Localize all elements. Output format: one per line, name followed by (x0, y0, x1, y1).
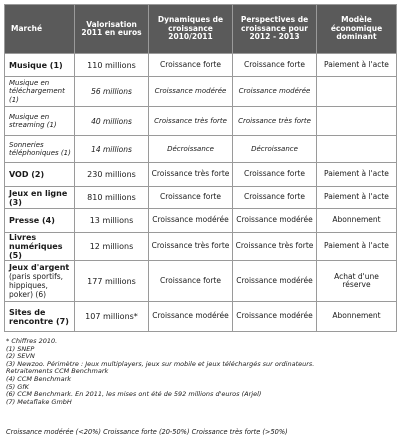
outlook-cell: Croissance très forte (233, 107, 317, 136)
model-cell: Abonnement (317, 209, 397, 233)
model-cell: Paiement à l'acte (317, 233, 397, 261)
footnote: (2) SEVN (6, 352, 35, 361)
growth-legend: Croissance modérée (<20%) Croissance forte (20-50%) Croissance très forte (>50%) (6, 428, 288, 436)
model-cell: Abonnement (317, 302, 397, 332)
outlook-cell: Croissance modérée (233, 209, 317, 233)
model-cell (317, 107, 397, 136)
outlook-cell: Croissance modérée (233, 77, 317, 107)
valuation-cell: 40 millions (75, 107, 149, 136)
header-outlook: Perspectives de croissance pour 2012 - 2013 (233, 5, 317, 54)
outlook-cell: Décroissance (233, 136, 317, 163)
valuation-cell: 810 millions (75, 187, 149, 209)
market-cell: Musique en streaming (1) (5, 107, 75, 136)
valuation-cell: 12 millions (75, 233, 149, 261)
market-cell: Jeux en ligne (3) (5, 187, 75, 209)
outlook-cell: Croissance forte (233, 54, 317, 77)
table-row (5, 77, 397, 107)
market-cell: Musique en téléchargement (1) (5, 77, 75, 107)
footnote: * Chiffres 2010. (6, 337, 58, 345)
outlook-cell: Croissance forte (233, 163, 317, 187)
table-row (5, 302, 397, 332)
table-row (5, 163, 397, 187)
table-row (5, 187, 397, 209)
footnote: (1) SNEP (6, 344, 35, 353)
valuation-cell: 14 millions (75, 136, 149, 163)
market-cell: Sites de rencontre (7) (5, 302, 75, 332)
table-row (5, 233, 397, 261)
footnote: (5) GfK (6, 382, 29, 391)
valuation-cell: 230 millions (75, 163, 149, 187)
footnote: (6) CCM Benchmark. En 2011, les mises ont été de 592 millions d'euros (Arjel) (6, 390, 262, 399)
growth-cell: Croissance modérée (149, 209, 233, 233)
model-cell (317, 77, 397, 107)
header-model: Modèle économique dominant (317, 5, 397, 54)
growth-cell: Croissance très forte (149, 233, 233, 261)
table-row (5, 107, 397, 136)
market-cell: Livres numériques (5) (5, 233, 75, 261)
footnote: (7) Metaflake GmbH (6, 397, 72, 406)
market-cell: Musique (1) (5, 54, 75, 77)
model-cell: Achat d'une réserve (317, 261, 397, 302)
table-header-row (5, 5, 397, 54)
growth-cell: Croissance forte (149, 187, 233, 209)
growth-cell: Croissance modérée (149, 77, 233, 107)
market-title: Jeux d'argent (9, 263, 70, 272)
market-cell: Presse (4) (5, 209, 75, 233)
table-row (5, 54, 397, 77)
valuation-cell: 13 millions (75, 209, 149, 233)
outlook-cell: Croissance modérée (233, 261, 317, 302)
market-cell: Sonneries téléphoniques (1) (5, 136, 75, 163)
table-row (5, 136, 397, 163)
growth-cell: Croissance très forte (149, 107, 233, 136)
model-cell: Paiement à l'acte (317, 163, 397, 187)
footnote: Retraitements CCM Benchmark (6, 367, 109, 376)
model-cell (317, 136, 397, 163)
valuation-cell: 110 millions (75, 54, 149, 77)
growth-cell: Croissance forte (149, 261, 233, 302)
footnote: (4) CCM Benchmark (6, 374, 72, 383)
growth-cell: Croissance modérée (149, 302, 233, 332)
model-cell: Paiement à l'acte (317, 54, 397, 77)
market-cell (5, 261, 75, 302)
valuation-cell: 107 millions* (75, 302, 149, 332)
valuation-cell: 56 millions (75, 77, 149, 107)
header-market: Marché (5, 5, 75, 54)
growth-cell: Croissance forte (149, 54, 233, 77)
table-row (5, 261, 397, 302)
market-table (4, 4, 397, 332)
market-subtitle: (paris sportifs, hippiques, poker) (6) (9, 272, 64, 299)
table-row (5, 209, 397, 233)
growth-cell: Croissance très forte (149, 163, 233, 187)
footnote: (3) Newzoo. Périmètre : Jeux multiplayers, jeux sur mobile et jeux téléchargés sur ordinateurs. (6, 359, 315, 368)
growth-cell: Décroissance (149, 136, 233, 163)
outlook-cell: Croissance forte (233, 187, 317, 209)
outlook-cell: Croissance modérée (233, 302, 317, 332)
model-cell: Paiement à l'acte (317, 187, 397, 209)
footnotes (6, 338, 398, 406)
valuation-cell: 177 millions (75, 261, 149, 302)
outlook-cell: Croissance très forte (233, 233, 317, 261)
header-valuation: Valorisation 2011 en euros (75, 5, 149, 54)
market-cell: VOD (2) (5, 163, 75, 187)
header-growth: Dynamiques de croissance 2010/2011 (149, 5, 233, 54)
